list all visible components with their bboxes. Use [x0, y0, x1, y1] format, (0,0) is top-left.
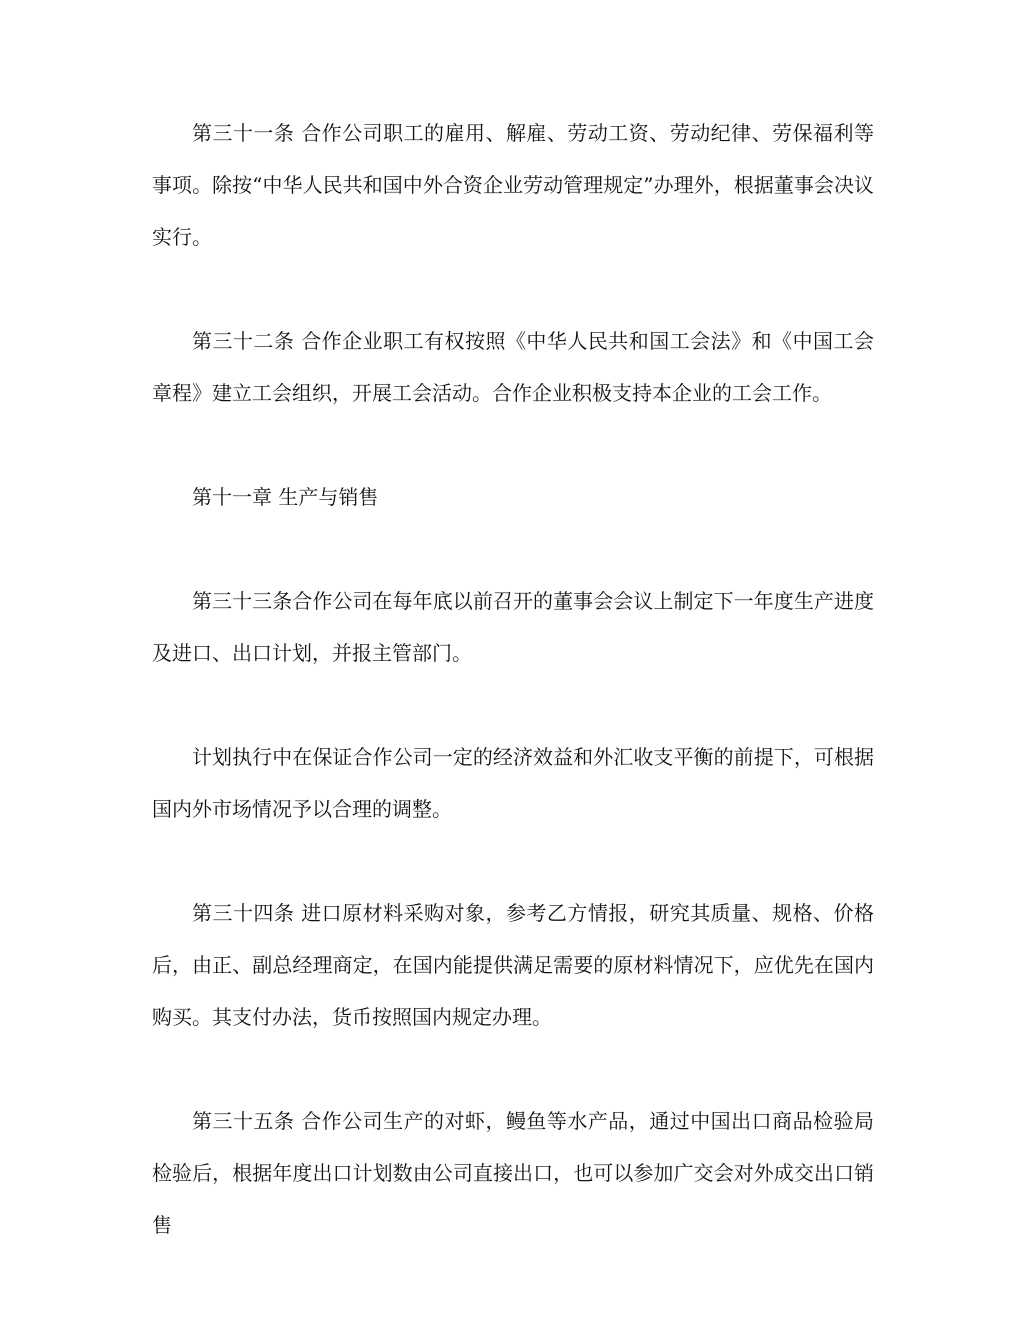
- chapter-11-heading: 第十一章 生产与销售: [192, 485, 379, 509]
- article-32-paragraph: 第三十二条 合作企业职工有权按照《中华人民共和国工会法》和《中国工会章程》建立工会组织，开展工会活动。合作企业积极支持本企业的工会工作。: [152, 329, 874, 405]
- article-33-paragraph: 第三十三条合作公司在每年底以前召开的董事会会议上制定下一年度生产进度及进口、出口计划，并报主管部门。: [152, 589, 874, 665]
- article-34-paragraph: 第三十四条 进口原材料采购对象，参考乙方情报，研究其质量、规格、价格后，由正、副总经理商定，在国内能提供满足需要的原材料情况下，应优先在国内购买。其支付办法，货币按照国内规定办理。: [152, 901, 874, 1029]
- plan-adjustment-paragraph: 计划执行中在保证合作公司一定的经济效益和外汇收支平衡的前提下，可根据国内外市场情况予以合理的调整。: [152, 745, 874, 821]
- article-31-paragraph: 第三十一条 合作公司职工的雇用、解雇、劳动工资、劳动纪律、劳保福利等事项。除按“中华人民共和国中外合资企业劳动管理规定”办理外，根据董事会决议实行。: [152, 121, 874, 249]
- article-35-paragraph: 第三十五条 合作公司生产的对虾，鳗鱼等水产品，通过中国出口商品检验局检验后，根据年度出口计划数由公司直接出口，也可以参加广交会对外成交出口销售: [152, 1109, 874, 1237]
